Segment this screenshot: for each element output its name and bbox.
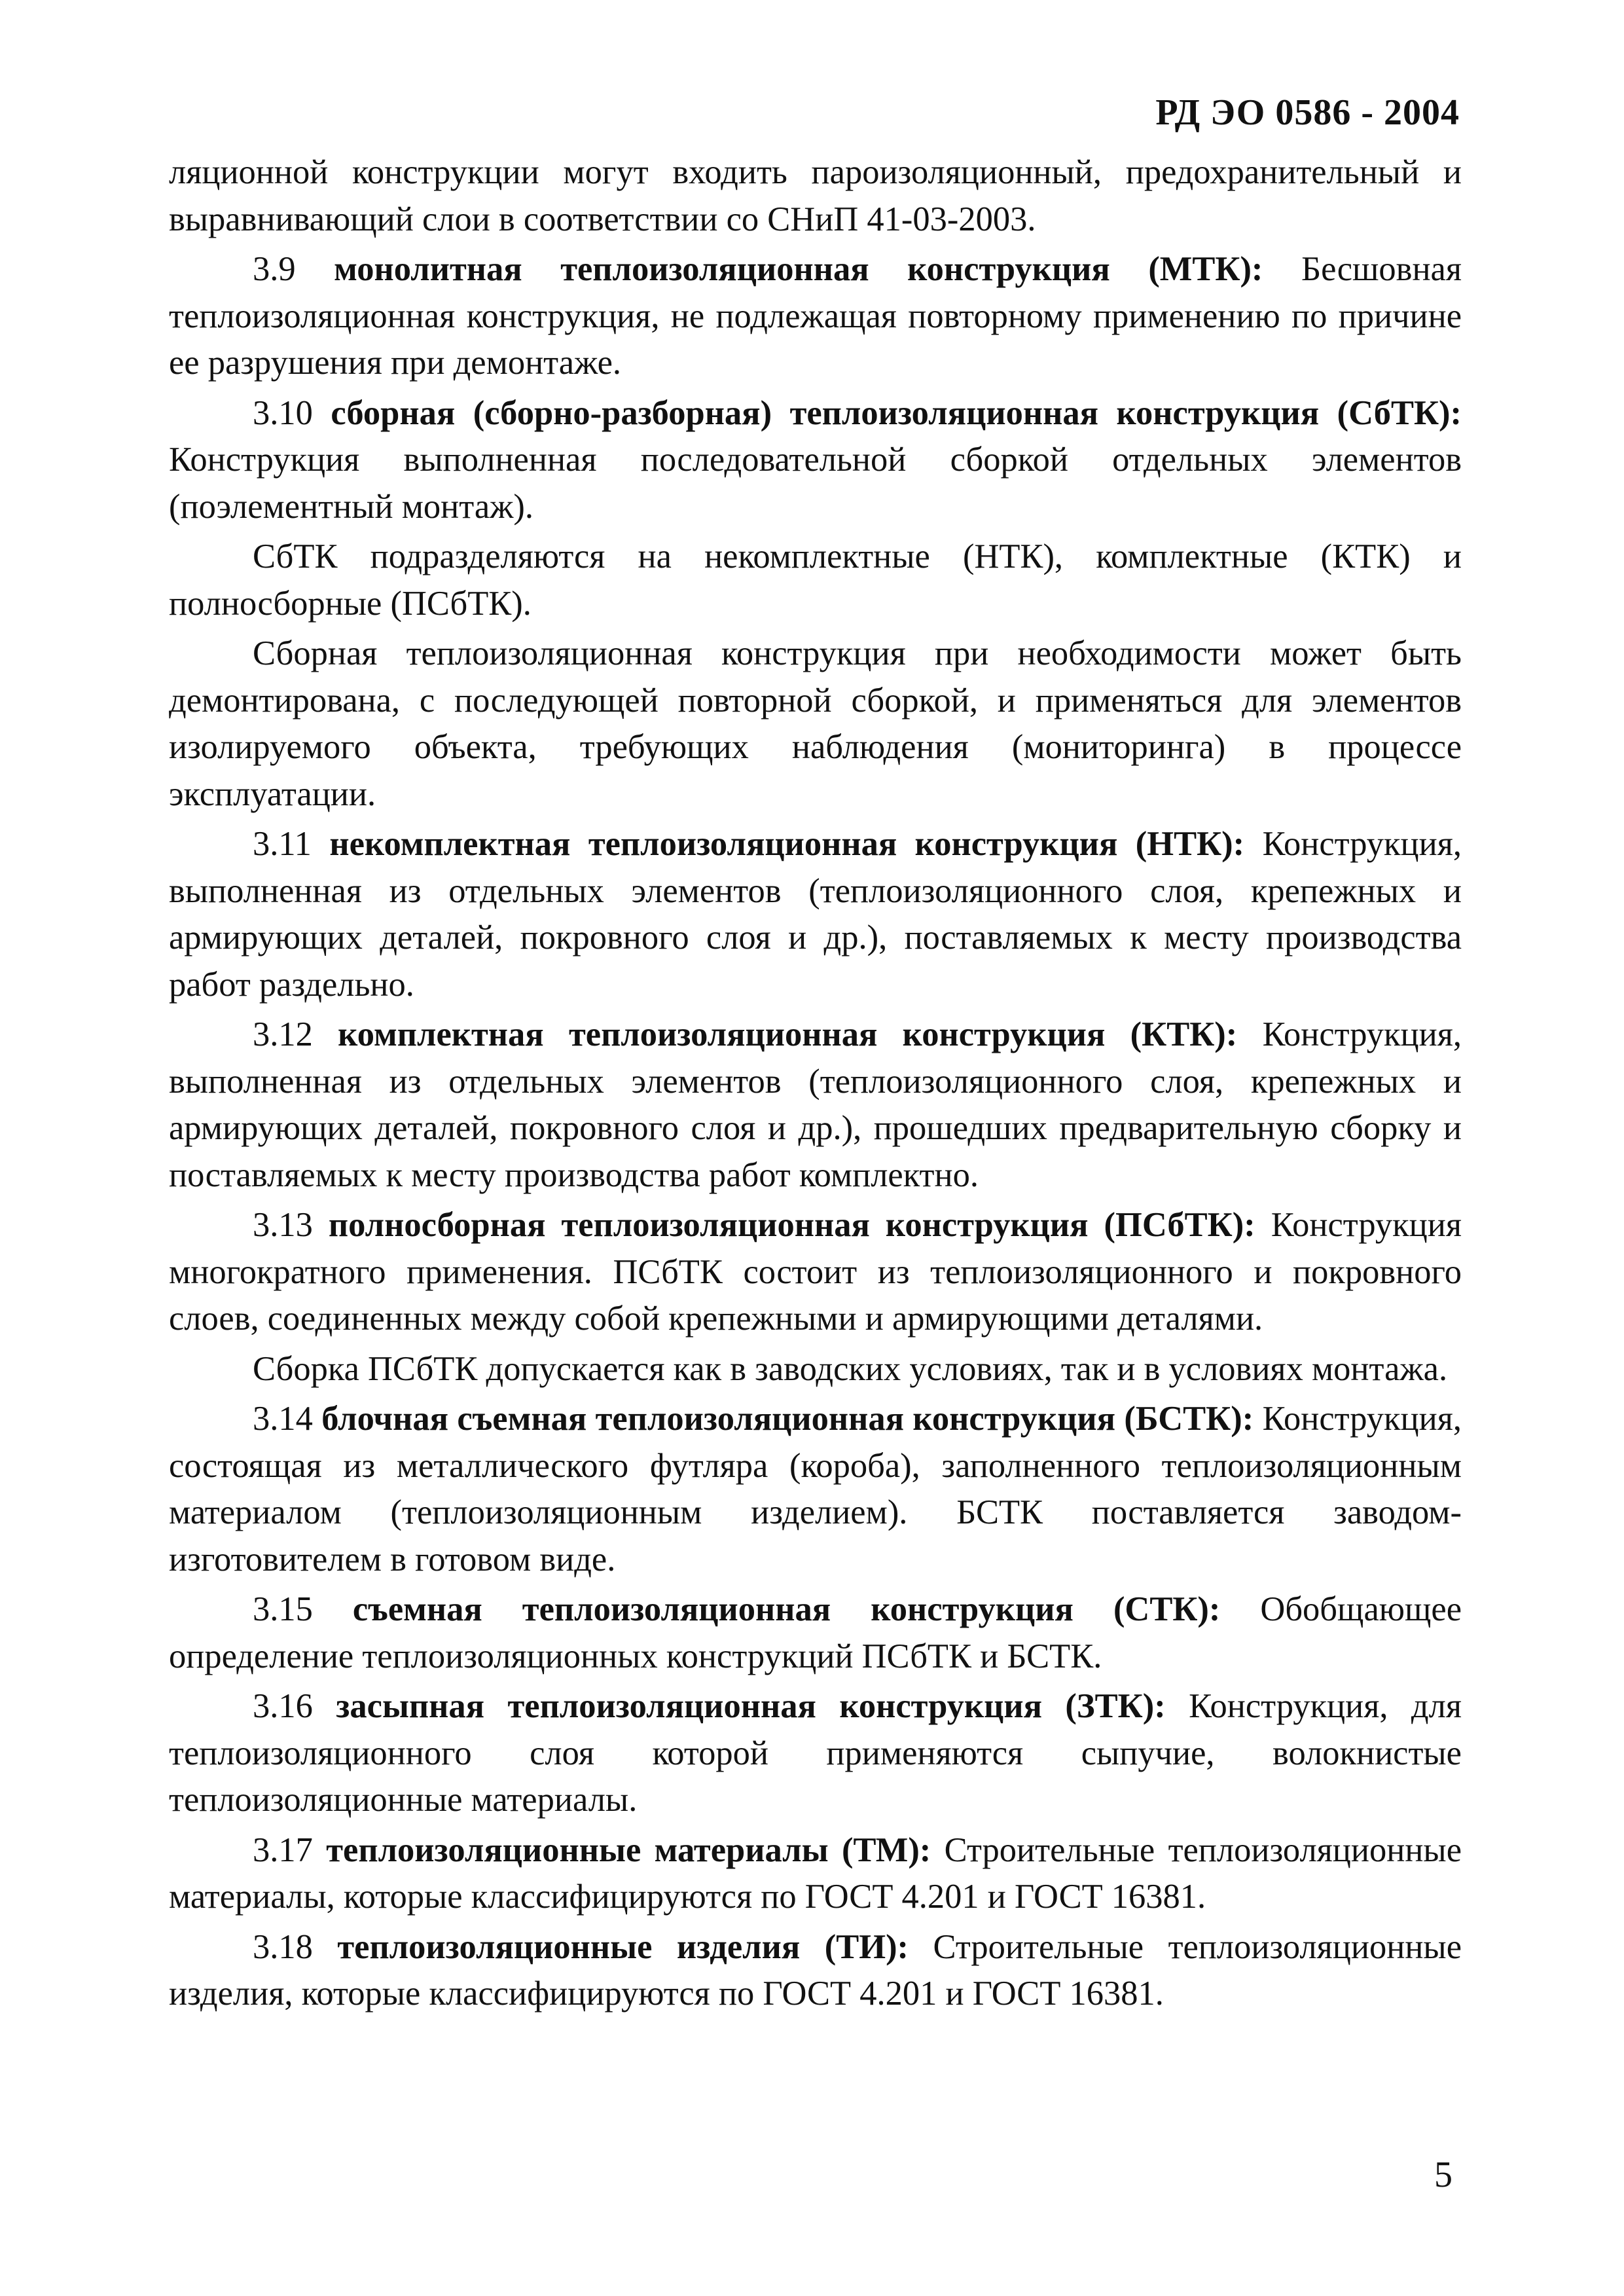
definition-text: Конструкция, для теплоизоляционного слоя которой применяются сыпучие, волокнистые теплоизоляционные материалы. [169, 1687, 1462, 1819]
paragraph-text: СбТК подразделяются на некомплектные (НТК), комплектные (КТК) и полносборные (ПСбТК). [169, 538, 1462, 623]
clause-number: 3.9 [253, 250, 334, 288]
clause-number: 3.11 [253, 825, 330, 863]
clause-number: 3.16 [253, 1687, 336, 1725]
definition-text: Строительные теплоизоляционные материалы, которые классифицируются по ГОСТ 4.201 и ГОСТ 16381. [169, 1831, 1462, 1916]
definition-3-9 [169, 246, 1462, 387]
definition-3-14 [169, 1396, 1462, 1583]
definition-text: Обобщающее определение теплоизоляционных конструкций ПСбТК и БСТК. [169, 1590, 1462, 1675]
definition-term: некомплектная теплоизоляционная конструкция (НТК): [329, 825, 1245, 863]
definition-text: Конструкция, выполненная из отдельных элементов (теплоизоляционного слоя, крепежных и армирующих деталей, покровного слоя и др.), прошедших предварительную сборку и поставляемых к месту производства работ комплектно. [169, 1015, 1462, 1194]
definition-3-13 [169, 1202, 1462, 1343]
paragraph-text: Сборная теплоизоляционная конструкция при необходимости может быть демонтирована, с последующей повторной сборкой, и применяться для элементов изолируемого объекта, требующих наблюдения (мониторинга) в процессе эксплуатации. [169, 634, 1462, 813]
paragraph [169, 1346, 1462, 1393]
definition-text: Конструкция, выполненная из отдельных элементов (теплоизоляционного слоя, крепежных и армирующих деталей, покровного слоя и др.), поставляемых к месту производства работ раздельно. [169, 825, 1462, 1004]
clause-number: 3.15 [253, 1590, 353, 1628]
clause-number: 3.17 [253, 1831, 327, 1869]
definition-term: теплоизоляционные материалы (ТМ): [326, 1831, 931, 1869]
definition-3-17 [169, 1827, 1462, 1921]
definition-term: съемная теплоизоляционная конструкция (СТК): [352, 1590, 1221, 1628]
clause-number: 3.12 [253, 1015, 338, 1053]
page-number: 5 [1434, 2155, 1453, 2195]
definition-term: монолитная теплоизоляционная конструкция (МТК): [334, 250, 1263, 288]
paragraph-continuation [169, 149, 1462, 243]
definition-term: теплоизоляционные изделия (ТИ): [337, 1927, 909, 1966]
definition-text: Конструкция выполненная последовательной сборкой отдельных элементов (поэлементный монтаж). [169, 441, 1462, 526]
paragraph [169, 534, 1462, 627]
paragraph-text: Сборка ПСбТК допускается как в заводских условиях, так и в условиях монтажа. [253, 1349, 1448, 1388]
definition-text: Бесшовная теплоизоляционная конструкция, не подлежащая повторному применению по причине ее разрушения при демонтаже. [169, 250, 1462, 382]
definition-3-15 [169, 1586, 1462, 1680]
definition-3-12 [169, 1011, 1462, 1199]
clause-number: 3.13 [253, 1206, 329, 1244]
definition-text: Конструкция многократного применения. ПСбТК состоит из теплоизоляционного и покровного слоев, соединенных между собой крепежными и армирующими деталями. [169, 1206, 1462, 1338]
definition-term: полносборная теплоизоляционная конструкция (ПСбТК): [328, 1206, 1255, 1244]
clause-number: 3.10 [253, 393, 331, 432]
paragraph [169, 630, 1462, 818]
definition-3-11 [169, 821, 1462, 1008]
definition-term: комплектная теплоизоляционная конструкция (КТК): [338, 1015, 1238, 1053]
definition-term: блочная съемная теплоизоляционная конструкция (БСТК): [321, 1400, 1254, 1438]
definition-3-10 [169, 390, 1462, 531]
clause-number: 3.14 [253, 1400, 322, 1438]
document-body [169, 149, 1462, 2021]
definition-text: Конструкция, состоящая из металлического футляра (короба), заполненного теплоизоляционным материалом (теплоизоляционным изделием). БСТК поставляется заводом-изготовителем в готовом виде. [169, 1400, 1462, 1578]
definition-text: Строительные теплоизоляционные изделия, которые классифицируются по ГОСТ 4.201 и ГОСТ 16381. [169, 1927, 1462, 2013]
definition-term: засыпная теплоизоляционная конструкция (ЗТК): [336, 1687, 1166, 1725]
clause-number: 3.18 [253, 1927, 338, 1966]
document-header: РД ЭО 0586 - 2004 [1155, 92, 1460, 133]
definition-3-18 [169, 1924, 1462, 2018]
definition-3-16 [169, 1683, 1462, 1824]
definition-term: сборная (сборно-разборная) теплоизоляционная конструкция (СбТК): [331, 393, 1462, 432]
paragraph-text: ляционной конструкции могут входить пароизоляционный, предохранительный и выравнивающий слои в соответствии со СНиП 41-03-2003. [169, 153, 1462, 238]
